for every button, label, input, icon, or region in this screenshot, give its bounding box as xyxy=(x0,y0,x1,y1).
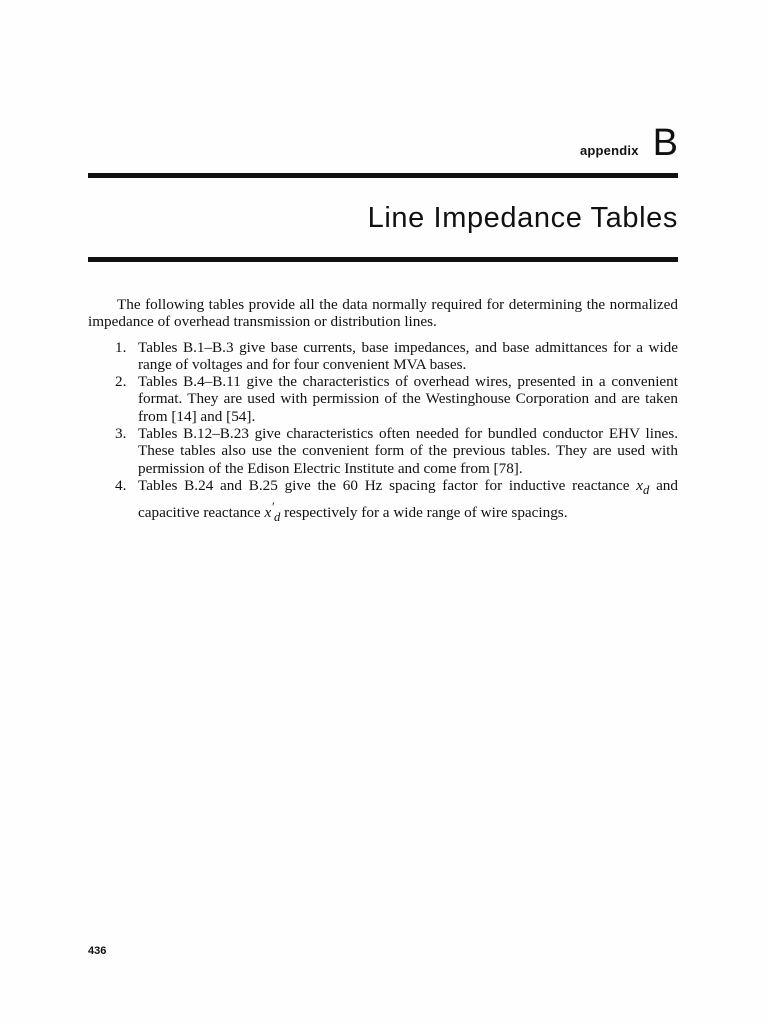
list-item xyxy=(88,477,678,527)
page-title: Line Impedance Tables xyxy=(367,202,678,234)
list-item-number: 1. xyxy=(115,338,127,356)
list-item-text-middle: and capacitive reactance xyxy=(138,476,678,522)
symbol-x-prime-d: $x'_d$ xyxy=(264,500,281,525)
table-description-list xyxy=(88,339,678,527)
list-item-number: 4. xyxy=(115,476,127,494)
list-item xyxy=(88,373,678,425)
list-item xyxy=(88,425,678,477)
list-item-text: Tables B.1–B.3 give base currents, base impedances, and base admittances for a wide range of voltages and for four convenient MVA bases. xyxy=(138,338,678,373)
list-item-number: 3. xyxy=(115,425,127,443)
body-text xyxy=(88,296,678,527)
list-item-text: Tables B.12–B.23 give characteristics often needed for bundled conductor EHV lines. These tables also use the convenient form of the previous tables. They are used with permission of the Edison Electric Institute and come from [78]. xyxy=(138,425,678,477)
page-number: 436 xyxy=(88,945,107,957)
list-item-number: 2. xyxy=(115,373,127,391)
intro-paragraph: The following tables provide all the data normally required for determining the normalized impedance of overhead transmission or distribution lines. xyxy=(88,296,678,331)
appendix-letter: B xyxy=(652,122,678,164)
list-item-text xyxy=(138,477,678,527)
list-item xyxy=(88,339,678,374)
list-item-text: Tables B.4–B.11 give the characteristics of overhead wires, presented in a convenient format. They are used with permission of the Westinghouse Corporation and are taken from [14] and [54]. xyxy=(138,373,678,425)
bottom-rule-divider xyxy=(88,257,678,262)
appendix-label: appendix xyxy=(579,143,639,158)
symbol-x-d: $x_d$ xyxy=(636,476,650,497)
appendix-heading xyxy=(580,124,678,162)
list-item-text-before: Tables B.24 and B.25 give the 60 Hz spacing factor for inductive reactance xyxy=(138,476,630,494)
list-item-text-after: respectively for a wide range of wire spacings. xyxy=(284,504,568,522)
top-rule-divider xyxy=(88,173,678,178)
